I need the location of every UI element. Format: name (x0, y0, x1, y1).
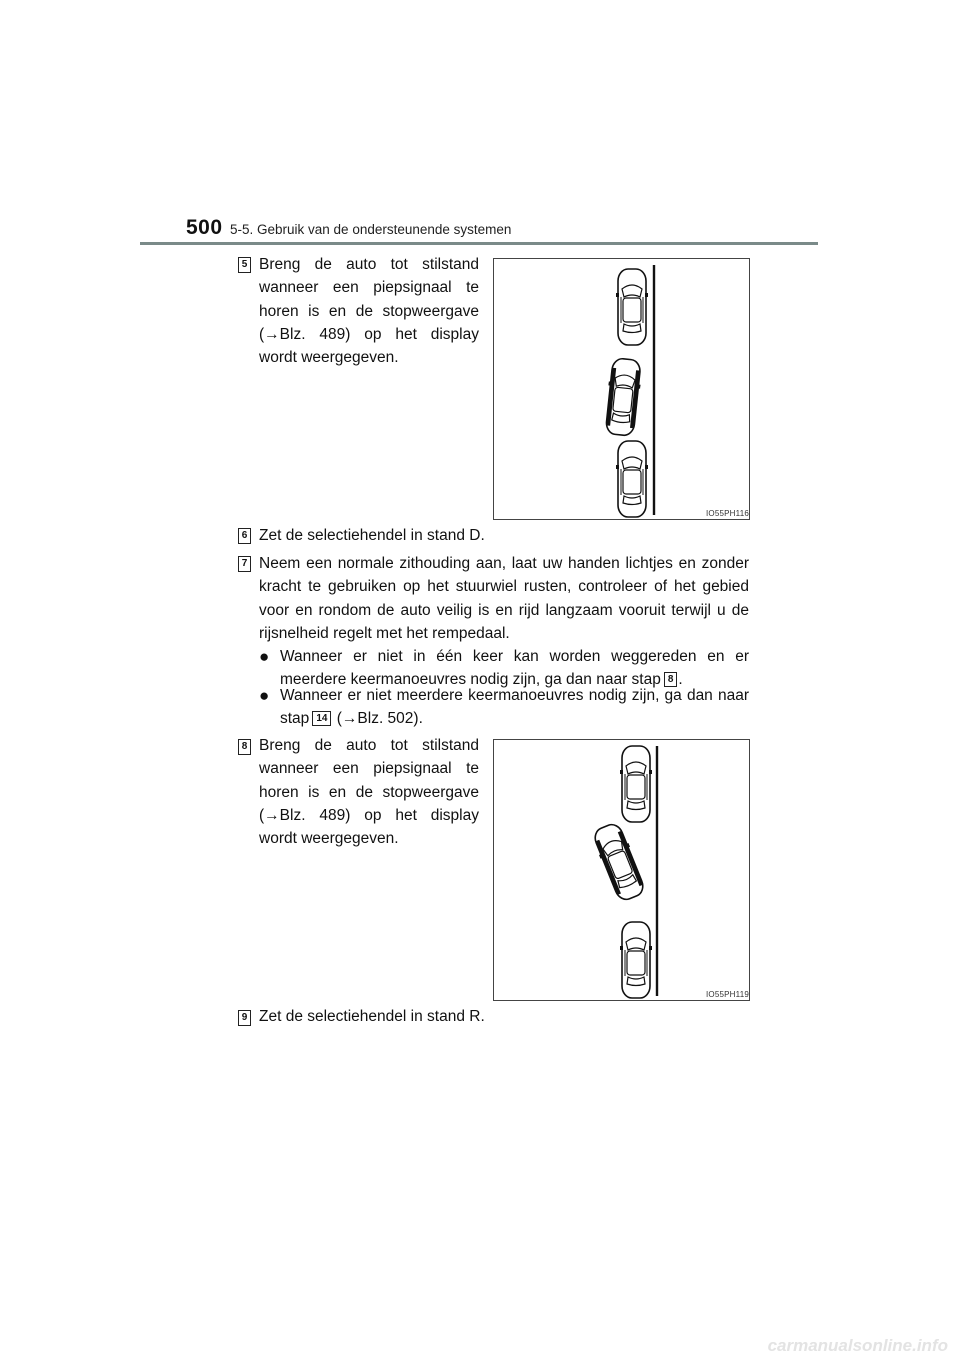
bullet-item-2 (280, 684, 749, 731)
step-number-7: 7 (238, 556, 251, 572)
watermark: carmanualsonline.info (767, 1336, 948, 1355)
own-car-icon (603, 358, 643, 437)
page-number: 500 (186, 216, 223, 239)
step-ref-14: 14 (312, 711, 331, 726)
step-6-text: Zet de selectiehendel in stand D. (259, 527, 485, 544)
bullet-2-after: (→Blz. 502). (336, 710, 423, 728)
step-number-9: 9 (238, 1010, 251, 1026)
parked-car-rear-icon (620, 922, 652, 998)
figure-code: IO55PH116 (706, 509, 750, 518)
section-title: 5-5. Gebruik van de ondersteunende systemen (230, 222, 512, 237)
step-number-8: 8 (238, 739, 251, 755)
step-number-5: 5 (238, 257, 251, 273)
parked-car-front-icon (616, 269, 648, 345)
bullet-icon: ● (259, 686, 270, 705)
bullet-1-text: Wanneer er niet in één keer kan worden weggereden en er meerdere keermanoeuvres nodig zijn, ga dan naar stap (280, 648, 749, 689)
step-5-text: Breng de auto tot stilstand wanneer een piepsignaal te horen is en de stopweergave (→Blz. 489) op het display wordt weergegeven. (259, 256, 479, 367)
bullet-1-after: . (678, 671, 683, 689)
step-number-6: 6 (238, 528, 251, 544)
step-ref-8: 8 (664, 672, 678, 687)
bullet-2-text: Wanneer er niet meerdere keermanoeuvres nodig zijn, ga dan naar stap (280, 687, 749, 728)
parked-car-rear-icon (616, 441, 648, 517)
step-9-text: Zet de selectiehendel in stand R. (259, 1008, 485, 1025)
figure-code: IO55PH119 (706, 990, 750, 999)
header-divider (140, 242, 818, 245)
parking-figure-1 (493, 258, 750, 520)
parking-figure-2 (493, 739, 750, 1001)
parked-car-front-icon (620, 746, 652, 822)
step-8-text: Breng de auto tot stilstand wanneer een piepsignaal te horen is en de stopweergave (→Blz. 489) op het display wordt weergegeven. (259, 737, 479, 848)
own-car-icon (590, 821, 648, 903)
bullet-icon: ● (259, 647, 270, 666)
step-7-text: Neem een normale zithouding aan, laat uw handen lichtjes en zonder kracht te gebruiken op het stuurwiel rusten, controleer of het gebied voor en rondom de auto veilig is en rijd langzaam vooruit terwijl u de rijsnelheid regelt met het rempedaal. (259, 555, 749, 642)
